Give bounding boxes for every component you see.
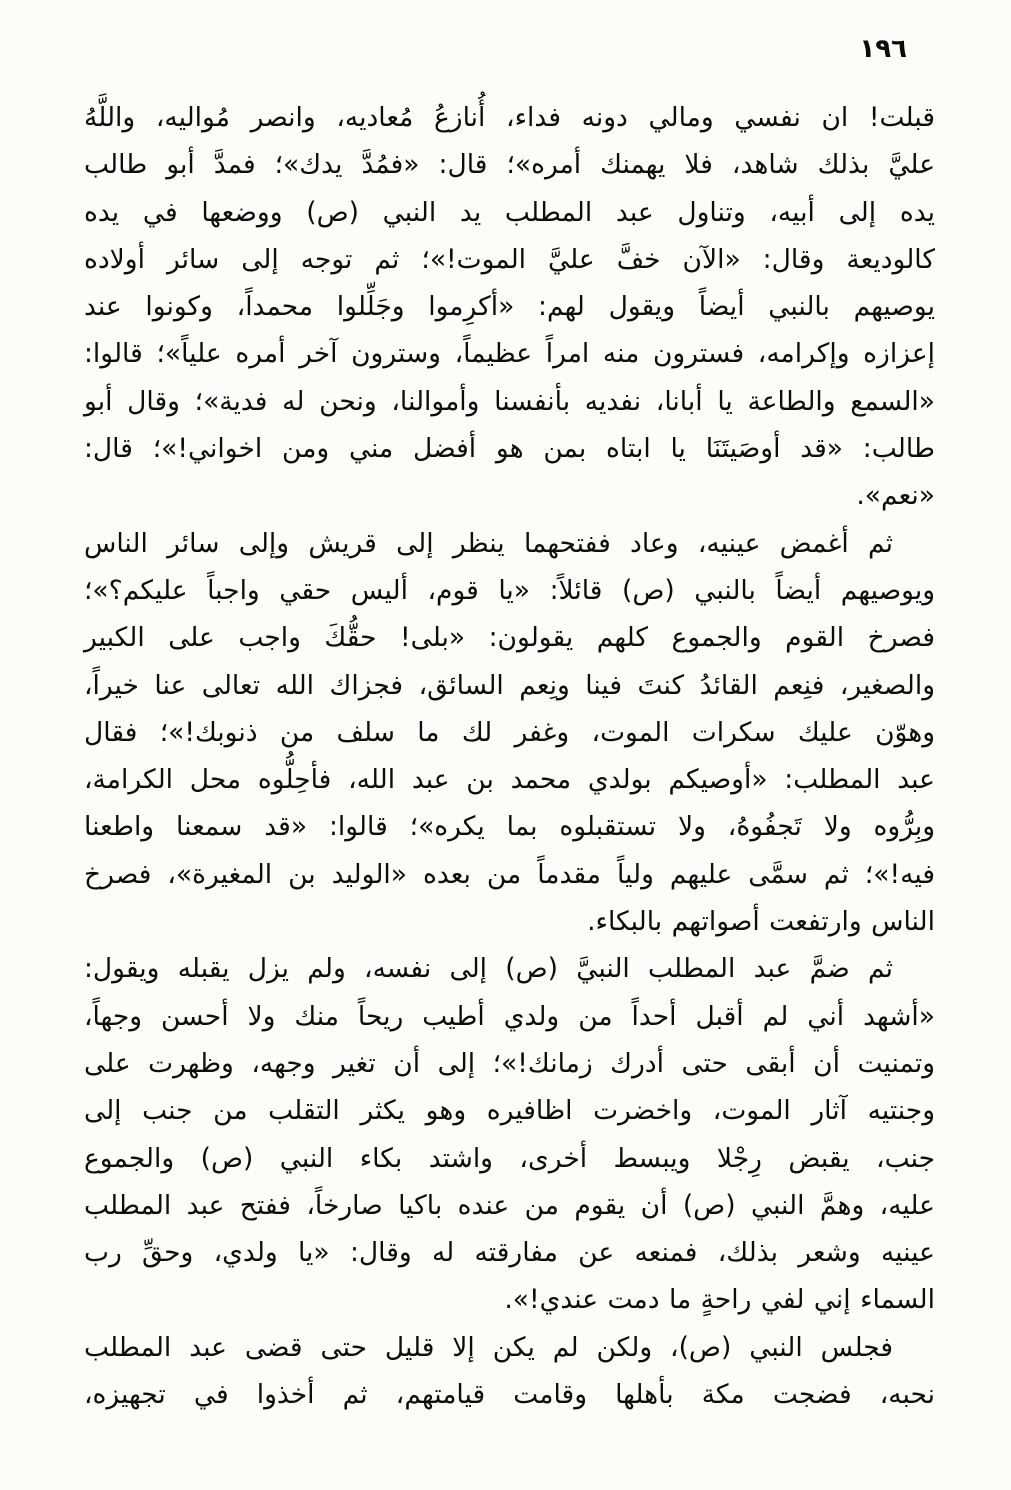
text-line: والصغير، فنِعم القائدُ كنتَ فينا ونِعم السائق، فجزاك الله تعالى عنا خيراً، (84, 669, 935, 701)
text-line: عليَّ بذلك شاهد، فلا يهمنك أمره»؛ قال: «فمُدَّ يدك»؛ فمدَّ أبو طالب (84, 149, 935, 181)
page-number: ١٩٦ (859, 34, 907, 64)
body-text (84, 94, 935, 1418)
text-line: «أشهد أني لم أقبل أحداً من ولدي أطيب ريحاً منك ولا أحسن وجهاً، (84, 1000, 935, 1032)
text-line: إعزازه وإكرامه، فسترون منه امراً عظيماً، وسترون آخر أمره علياً»؛ قالوا: (84, 338, 935, 370)
text-line: عبد المطلب: «أوصيكم بولدي محمد بن عبد الله، فأحِلُّوه محل الكرامة، (84, 764, 935, 796)
text-line: «نعم». (856, 480, 935, 512)
text-line: ويوصيهم أيضاً بالنبي (ص) قائلاً: «يا قوم، أليس حقي واجباً عليكم؟»؛ (84, 574, 935, 606)
text-line: فيه!»؛ ثم سمَّى عليهم ولياً مقدماً من بعده «الوليد بن المغيرة»، فصرخ (84, 858, 935, 890)
text-line: وتمنيت أن أبقى حتى أدرك زمانك!»؛ إلى أن تغير وجهه، وظهرت على (84, 1047, 935, 1079)
text-line: «السمع والطاعة يا أبانا، نفديه بأنفسنا وأموالنا، ونحن له فدية»؛ وقال أبو (84, 385, 935, 417)
text-line: طالب: «قد أوصَيتَنَا يا ابتاه بمن هو أفضل مني ومن اخواني!»؛ قال: (84, 433, 935, 465)
text-line: يوصيهم بالنبي أيضاً ويقول لهم: «أكرِموا وجَلِّلوا محمداً، وكونوا عند (84, 291, 935, 323)
text-line: عليه، وهمَّ النبي (ص) أن يقوم من عنده باكيا صارخاً، ففتح عبد المطلب (84, 1189, 935, 1221)
text-line: كالوديعة وقال: «الآن خفَّ عليَّ الموت!»؛ ثم توجه إلى سائر أولاده (84, 243, 935, 275)
text-line: يده إلى أبيه، وتناول عبد المطلب يد النبي (ص) ووضعها في يده (84, 196, 935, 228)
text-line: الناس وارتفعت أصواتهم بالبكاء. (587, 906, 935, 938)
text-line: ثم ضمَّ عبد المطلب النبيَّ (ص) إلى نفسه، ولم يزل يقبله ويقول: (84, 953, 893, 985)
text-line: وهوّن عليك سكرات الموت، وغفر لك ما سلف من ذنوبك!»؛ فقال (84, 716, 935, 748)
text-line: عينيه وشعر بذلك، فمنعه عن مفارقته له وقال: «يا ولدي، وحقِّ رب (84, 1237, 935, 1269)
text-line: ثم أغمض عينيه، وعاد ففتحهما ينظر إلى قريش وإلى سائر الناس (84, 527, 893, 559)
text-line: فصرخ القوم والجموع كلهم يقولون: «بلى! حقُّكَ واجب على الكبير (84, 622, 935, 654)
text-line: فجلس النبي (ص)، ولكن لم يكن إلا قليل حتى قضى عبد المطلب (84, 1331, 893, 1363)
text-line: وجنتيه آثار الموت، واخضرت اظافيره وهو يكثر التقلب من جنب إلى (84, 1095, 935, 1127)
text-line: نحبه، فضجت مكة بأهلها وقامت قيامتهم، ثم أخذوا في تجهيزه، (84, 1379, 935, 1411)
text-line: السماء إني لفي راحةٍ ما دمت عندي!». (504, 1284, 935, 1316)
text-line: وبِرُّوه ولا تَجفُوهُ، ولا تستقبلوه بما يكره»؛ قالوا: «قد سمعنا واطعنا (84, 811, 935, 843)
text-line: جنب، يقبض رِجْلا ويبسط أخرى، واشتد بكاء النبي (ص) والجموع (84, 1142, 935, 1174)
text-line: قبلت! ان نفسي ومالي دونه فداء، أُنازعُ مُعاديه، وانصر مُواليه، واللَّهُ (84, 102, 935, 133)
